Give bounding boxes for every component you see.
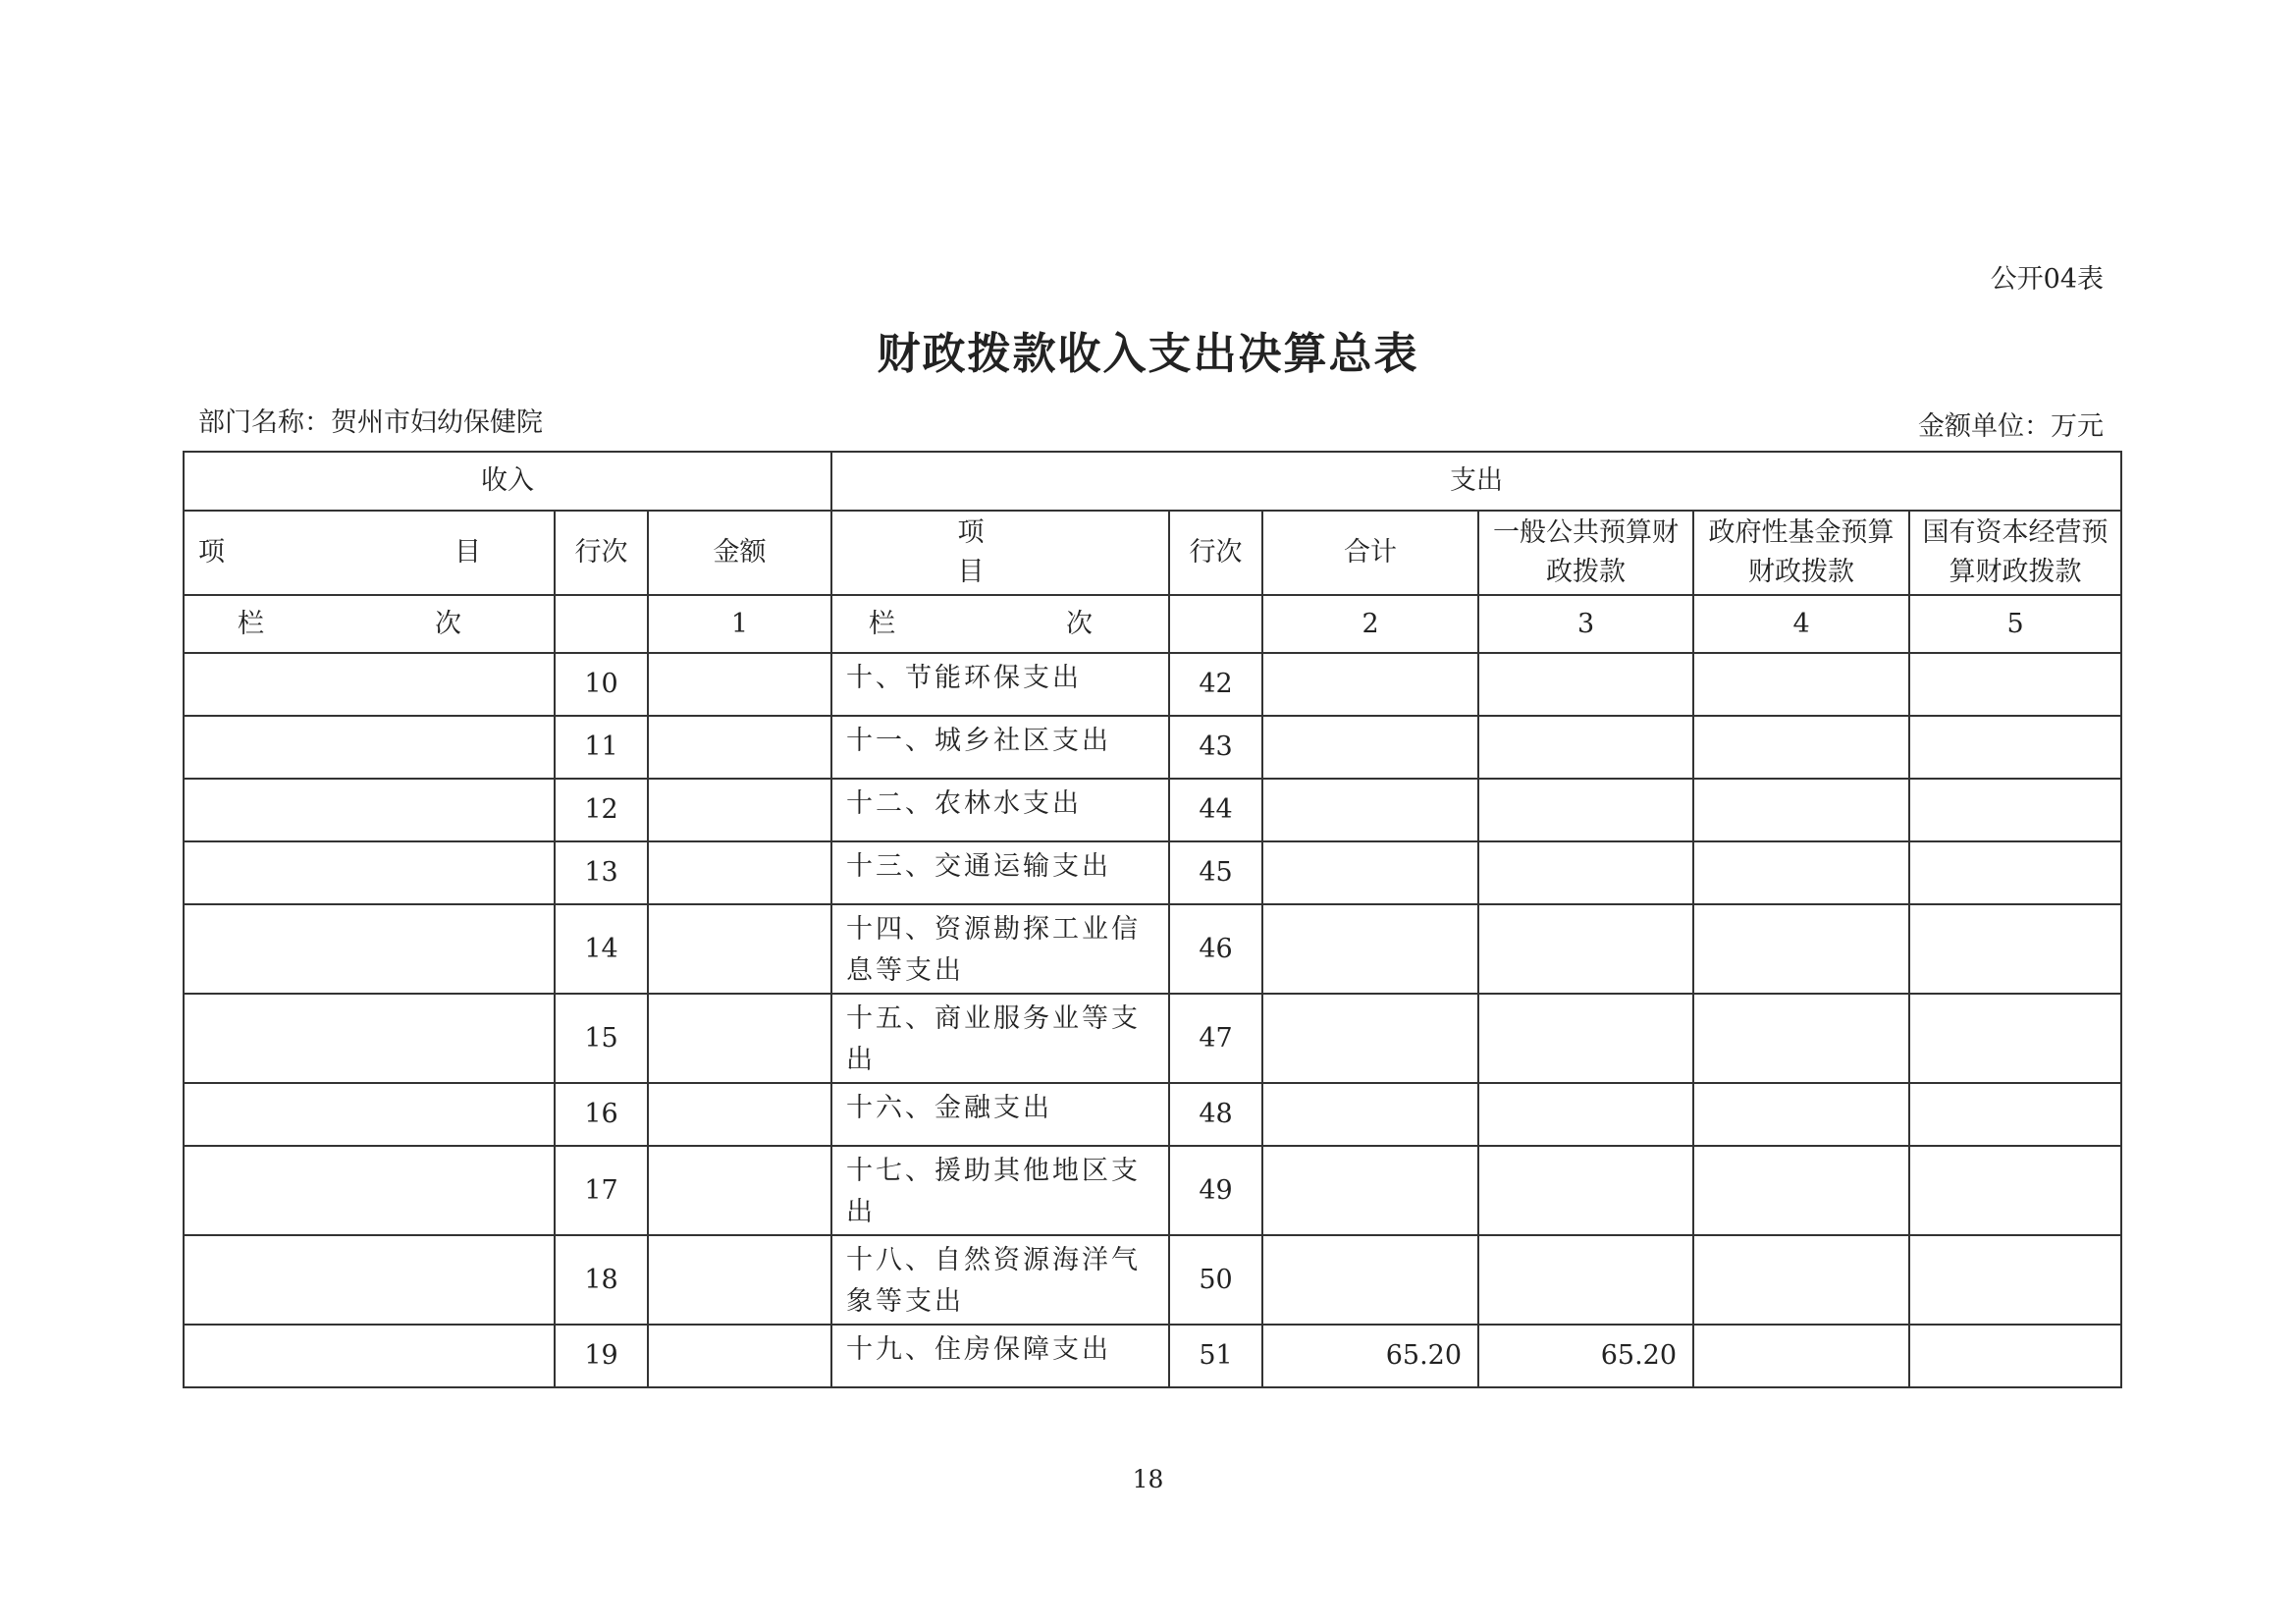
- capital-cell: [1909, 1083, 2121, 1146]
- capital-cell: [1909, 779, 2121, 841]
- capital-cell: [1909, 1325, 2121, 1387]
- general-cell: [1478, 904, 1693, 994]
- table-row: [184, 1083, 2121, 1146]
- expenditure-item-cell: 十八、自然资源海洋气象等支出: [831, 1235, 1169, 1325]
- table-row: [184, 653, 2121, 716]
- income-amount-cell: [648, 904, 831, 994]
- income-row-no-cell: 19: [555, 1325, 648, 1387]
- income-amount-cell: [648, 994, 831, 1083]
- fund-cell: [1693, 1146, 1909, 1235]
- total-cell: [1262, 904, 1478, 994]
- income-item-cell: [184, 716, 555, 779]
- income-item-cell: [184, 904, 555, 994]
- expenditure-item-cell: 十二、农林水支出: [831, 779, 1169, 841]
- total-cell: [1262, 1146, 1478, 1235]
- income-item-cell: [184, 653, 555, 716]
- general-cell: [1478, 716, 1693, 779]
- expenditure-item-cell: 十三、交通运输支出: [831, 841, 1169, 904]
- expenditure-row-no-cell: 45: [1169, 841, 1262, 904]
- expenditure-item-cell: 十九、住房保障支出: [831, 1325, 1169, 1387]
- department-name: 部门名称：贺州市妇幼保健院: [198, 407, 543, 438]
- budget-table: [183, 451, 2122, 1388]
- general-cell: [1478, 1146, 1693, 1235]
- expenditure-row-no-cell: 51: [1169, 1325, 1262, 1387]
- fund-cell: [1693, 841, 1909, 904]
- income-col-label: 栏 次: [184, 595, 555, 653]
- gov-fund-header: 政府性基金预算财政拨款: [1693, 511, 1909, 595]
- table-body: [184, 653, 2121, 1387]
- fund-cell: [1693, 904, 1909, 994]
- form-code: 公开04表: [1990, 264, 2104, 295]
- total-cell: [1262, 716, 1478, 779]
- fund-cell: [1693, 994, 1909, 1083]
- fund-cell: [1693, 653, 1909, 716]
- income-amount-cell: [648, 1235, 831, 1325]
- expenditure-row-no-cell: 50: [1169, 1235, 1262, 1325]
- income-col-amount: 1: [648, 595, 831, 653]
- income-row-no-cell: 14: [555, 904, 648, 994]
- capital-cell: [1909, 904, 2121, 994]
- capital-cell: [1909, 653, 2121, 716]
- income-row-no-cell: 18: [555, 1235, 648, 1325]
- general-cell: 65.20: [1478, 1325, 1693, 1387]
- state-capital-header: 国有资本经营预算财政拨款: [1909, 511, 2121, 595]
- income-row-no-cell: 10: [555, 653, 648, 716]
- expenditure-item-header: 项 目: [831, 511, 1169, 595]
- income-item-cell: [184, 1325, 555, 1387]
- income-amount-cell: [648, 779, 831, 841]
- income-header: 收入: [184, 452, 831, 511]
- income-item-cell: [184, 1083, 555, 1146]
- table-row: [184, 1146, 2121, 1235]
- expenditure-item-cell: 十、节能环保支出: [831, 653, 1169, 716]
- table-row: [184, 841, 2121, 904]
- expenditure-item-cell: 十五、商业服务业等支出: [831, 994, 1169, 1083]
- income-col-row-no: [555, 595, 648, 653]
- income-amount-cell: [648, 1325, 831, 1387]
- income-row-no-header: 行次: [555, 511, 648, 595]
- expenditure-item-cell: 十一、城乡社区支出: [831, 716, 1169, 779]
- capital-cell: [1909, 994, 2121, 1083]
- col-total: 2: [1262, 595, 1478, 653]
- total-cell: [1262, 1083, 1478, 1146]
- income-row-no-cell: 17: [555, 1146, 648, 1235]
- general-cell: [1478, 779, 1693, 841]
- total-cell: [1262, 1235, 1478, 1325]
- income-row-no-cell: 13: [555, 841, 648, 904]
- general-cell: [1478, 1235, 1693, 1325]
- expenditure-item-cell: 十六、金融支出: [831, 1083, 1169, 1146]
- table-row: [184, 1325, 2121, 1387]
- income-row-no-cell: 12: [555, 779, 648, 841]
- income-item-header: 项 目: [184, 511, 555, 595]
- fund-cell: [1693, 779, 1909, 841]
- fund-cell: [1693, 1083, 1909, 1146]
- expenditure-row-no-cell: 47: [1169, 994, 1262, 1083]
- total-cell: 65.20: [1262, 1325, 1478, 1387]
- capital-cell: [1909, 716, 2121, 779]
- page-title: 财政拨款收入支出决算总表: [877, 329, 1419, 379]
- income-amount-cell: [648, 841, 831, 904]
- income-amount-header: 金额: [648, 511, 831, 595]
- expenditure-header: 支出: [831, 452, 2121, 511]
- total-cell: [1262, 779, 1478, 841]
- general-cell: [1478, 994, 1693, 1083]
- income-item-cell: [184, 1146, 555, 1235]
- expenditure-row-no-cell: 46: [1169, 904, 1262, 994]
- general-cell: [1478, 653, 1693, 716]
- expenditure-row-no-cell: 48: [1169, 1083, 1262, 1146]
- col-capital: 5: [1909, 595, 2121, 653]
- income-amount-cell: [648, 716, 831, 779]
- expenditure-row-no-cell: 43: [1169, 716, 1262, 779]
- expenditure-item-cell: 十七、援助其他地区支出: [831, 1146, 1169, 1235]
- general-cell: [1478, 1083, 1693, 1146]
- fund-cell: [1693, 716, 1909, 779]
- capital-cell: [1909, 1146, 2121, 1235]
- expenditure-row-no-cell: 42: [1169, 653, 1262, 716]
- amount-unit: 金额单位：万元: [1918, 411, 2104, 442]
- fund-cell: [1693, 1235, 1909, 1325]
- total-cell: [1262, 653, 1478, 716]
- expenditure-row-no-header: 行次: [1169, 511, 1262, 595]
- income-item-cell: [184, 779, 555, 841]
- table-row: [184, 1235, 2121, 1325]
- col-general: 3: [1478, 595, 1693, 653]
- income-amount-cell: [648, 653, 831, 716]
- income-item-cell: [184, 841, 555, 904]
- table-row: [184, 716, 2121, 779]
- col-fund: 4: [1693, 595, 1909, 653]
- capital-cell: [1909, 841, 2121, 904]
- table-row: [184, 779, 2121, 841]
- income-item-cell: [184, 1235, 555, 1325]
- capital-cell: [1909, 1235, 2121, 1325]
- income-amount-cell: [648, 1083, 831, 1146]
- general-cell: [1478, 841, 1693, 904]
- income-row-no-cell: 11: [555, 716, 648, 779]
- expenditure-col-label: 栏 次: [831, 595, 1169, 653]
- total-cell: [1262, 994, 1478, 1083]
- total-cell: [1262, 841, 1478, 904]
- income-row-no-cell: 16: [555, 1083, 648, 1146]
- expenditure-row-no-cell: 49: [1169, 1146, 1262, 1235]
- total-header: 合计: [1262, 511, 1478, 595]
- expenditure-col-row-no: [1169, 595, 1262, 653]
- income-row-no-cell: 15: [555, 994, 648, 1083]
- income-amount-cell: [648, 1146, 831, 1235]
- general-budget-header: 一般公共预算财政拨款: [1478, 511, 1693, 595]
- expenditure-row-no-cell: 44: [1169, 779, 1262, 841]
- expenditure-item-cell: 十四、资源勘探工业信息等支出: [831, 904, 1169, 994]
- table-row: [184, 904, 2121, 994]
- page-number: 18: [1132, 1465, 1164, 1493]
- income-item-cell: [184, 994, 555, 1083]
- fund-cell: [1693, 1325, 1909, 1387]
- table-row: [184, 994, 2121, 1083]
- table-header: [184, 452, 2121, 653]
